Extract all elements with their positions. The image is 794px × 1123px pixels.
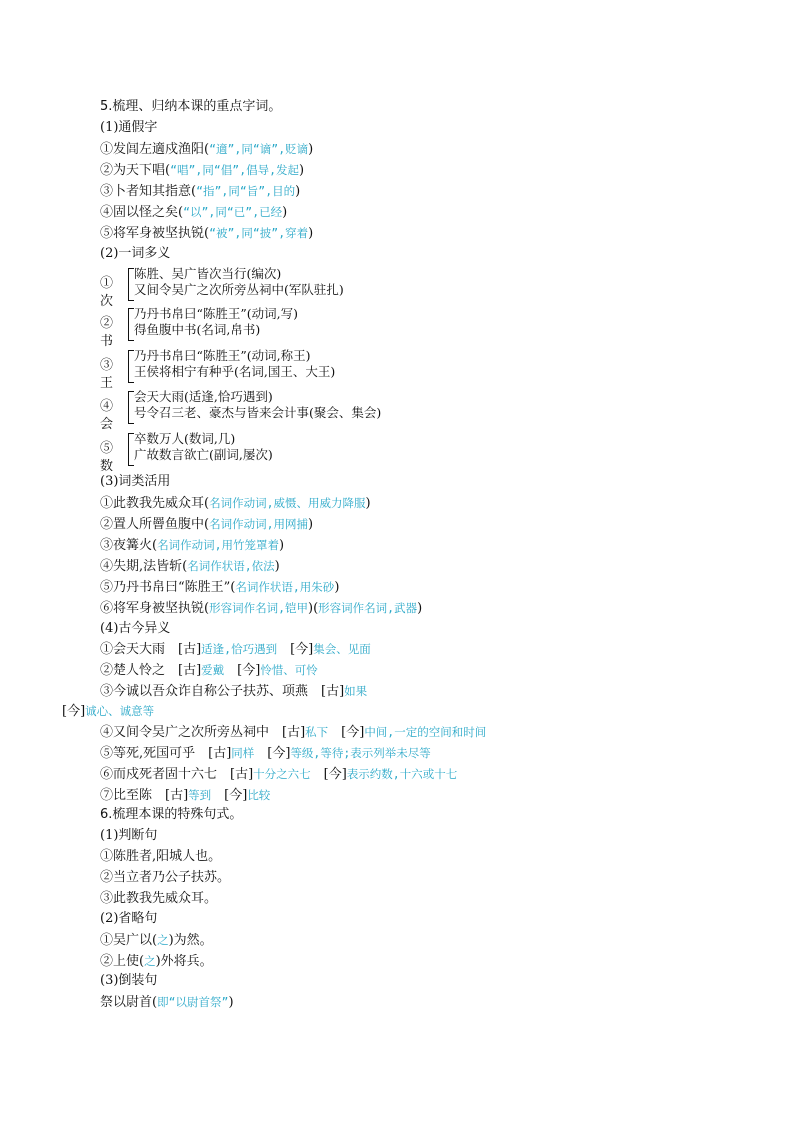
answer-text: 爱戴 (201, 663, 225, 677)
polysemy-line: 卒数万人(数词,几) (134, 431, 236, 446)
answer-text: 如果 (344, 684, 368, 698)
polysemy-label: ⑤数 (100, 441, 114, 474)
cilei-item: ⑥将军身被坚执锐(形容词作名词,铠甲)(形容词作名词,武器) (100, 601, 423, 616)
gujin-item: ①会天大雨 [古]适逢,恰巧遇到 [今]集会、见面 (100, 642, 371, 657)
gujin-heading: (4)古今异义 (100, 621, 171, 636)
answer-text: 形容词作名词,武器 (318, 601, 418, 615)
polysemy-line: 会天大雨(适逢,恰巧遇到) (134, 389, 273, 404)
answer-text: “以”,同“已”,已经 (183, 205, 283, 219)
section-5-title: 5.梳理、归纳本课的重点字词。 (100, 99, 282, 114)
tongjia-item: ④固以怪之矣(“以”,同“已”,已经) (100, 205, 288, 220)
duoyi-heading: (2)一词多义 (100, 246, 171, 261)
shenglue-heading: (2)省略句 (100, 911, 158, 926)
polysemy-label: ③王 (100, 358, 114, 391)
cilei-item: ⑤乃丹书帛曰“陈胜王”(名词作状语,用朱砂) (100, 580, 340, 595)
polysemy-label: ②书 (100, 316, 114, 349)
answer-text: 形容词作名词,铠甲 (209, 601, 309, 615)
daozhuang-heading: (3)倒装句 (100, 973, 158, 988)
answer-text: 私下 (305, 725, 329, 739)
answer-text: 同样 (231, 746, 255, 760)
gujin-item: ⑤等死,死国可乎 [古]同样 [今]等级,等待;表示列举未尽等 (100, 746, 431, 761)
answer-text: 等级,等待;表示列举未尽等 (290, 746, 431, 760)
shenglue-item: ②上使(之)外将兵。 (100, 954, 213, 969)
cilei-item: ④失期,法皆斩(名词作状语,依法) (100, 559, 280, 574)
tongjia-item: ③卜者知其指意(“指”,同“旨”,目的) (100, 184, 301, 199)
gujin-item: ⑦比至陈 [古]等到 [今]比较 (100, 788, 271, 803)
cilei-item: ②置人所罾鱼腹中(名词作动词,用网捕) (100, 517, 314, 532)
polysemy-line: 广故数言欲亡(副词,屡次) (134, 447, 273, 462)
tongjia-heading: (1)通假字 (100, 120, 158, 135)
answer-text: “指”,同“旨”,目的 (196, 184, 296, 198)
answer-text: 诚心、诚意等 (85, 704, 155, 718)
answer-text: 之 (157, 933, 169, 947)
cilei-item: ①此教我先威众耳(名词作动词,威慑、用威力降服) (100, 496, 371, 511)
panduan-item: ①陈胜者,阳城人也。 (100, 849, 222, 864)
answer-text: 名词作动词,用网捕 (209, 517, 309, 531)
answer-text: 名词作状语,依法 (187, 559, 275, 573)
gujin-item: ⑥而戍死者固十六七 [古]十分之六七 [今]表示约数,十六或十七 (100, 767, 458, 782)
polysemy-label: ④会 (100, 399, 114, 432)
answer-text: 等到 (188, 788, 212, 802)
polysemy-line: 得鱼腹中书(名词,帛书) (134, 322, 261, 337)
cilei-heading: (3)词类活用 (100, 474, 171, 489)
answer-text: 中间,一定的空间和时间 (364, 725, 487, 739)
gujin-item: ④又间令吴广之次所旁丛祠中 [古]私下 [今]中间,一定的空间和时间 (100, 725, 487, 740)
polysemy-line: 又间令吴广之次所旁丛祠中(军队驻扎) (134, 282, 344, 297)
polysemy-line: 王侯将相宁有种乎(名词,国王、大王) (134, 364, 336, 379)
gujin-item-continued: [今]诚心、诚意等 (62, 704, 155, 719)
answer-text: 表示约数,十六或十七 (346, 767, 458, 781)
gujin-item: ②楚人怜之 [古]爱戴 [今]怜惜、可怜 (100, 663, 318, 678)
section-6-title: 6.梳理本课的特殊句式。 (100, 807, 243, 822)
answer-text: 集会、见面 (313, 642, 371, 656)
answer-text: 名词作动词,威慑、用威力降服 (209, 496, 366, 510)
polysemy-line: 陈胜、吴广皆次当行(编次) (134, 266, 282, 281)
answer-text: 比较 (247, 788, 271, 802)
polysemy-label: ①次 (100, 276, 114, 309)
panduan-heading: (1)判断句 (100, 828, 158, 843)
answer-text: 十分之六七 (253, 767, 311, 781)
tongjia-item: ⑤将军身被坚执锐(“被”,同“披”,穿着) (100, 226, 314, 241)
daozhuang-item: 祭以尉首(即“以尉首祭”) (100, 995, 234, 1010)
polysemy-line: 乃丹书帛曰“陈胜王”(动词,写) (134, 306, 299, 321)
answer-text: 名词作状语,用朱砂 (235, 580, 335, 594)
cilei-item: ③夜篝火(名词作动词,用竹笼罩着) (100, 538, 285, 553)
answer-text: “被”,同“披”,穿着 (209, 226, 309, 240)
polysemy-line: 乃丹书帛曰“陈胜王”(动词,称王) (134, 348, 311, 363)
polysemy-line: 号令召三老、豪杰与皆来会计事(聚会、集会) (134, 405, 382, 420)
shenglue-item: ①吴广以(之)为然。 (100, 933, 213, 948)
panduan-item: ②当立者乃公子扶苏。 (100, 870, 231, 885)
tongjia-item: ①发闾左適戍渔阳(“適”,同“谪”,贬谪) (100, 142, 314, 157)
answer-text: “唱”,同“倡”,倡导,发起 (170, 163, 300, 177)
answer-text: “適”,同“谪”,贬谪 (209, 142, 309, 156)
gujin-item: ③今诚以吾众诈自称公子扶苏、项燕 [古]如果 (100, 684, 368, 699)
answer-text: 怜惜、可怜 (260, 663, 318, 677)
answer-text: 之 (144, 954, 156, 968)
answer-text: 即“以尉首祭” (157, 995, 229, 1009)
panduan-item: ③此教我先威众耳。 (100, 891, 218, 906)
tongjia-item: ②为天下唱(“唱”,同“倡”,倡导,发起) (100, 163, 305, 178)
answer-text: 名词作动词,用竹笼罩着 (157, 538, 280, 552)
answer-text: 适逢,恰巧遇到 (201, 642, 278, 656)
